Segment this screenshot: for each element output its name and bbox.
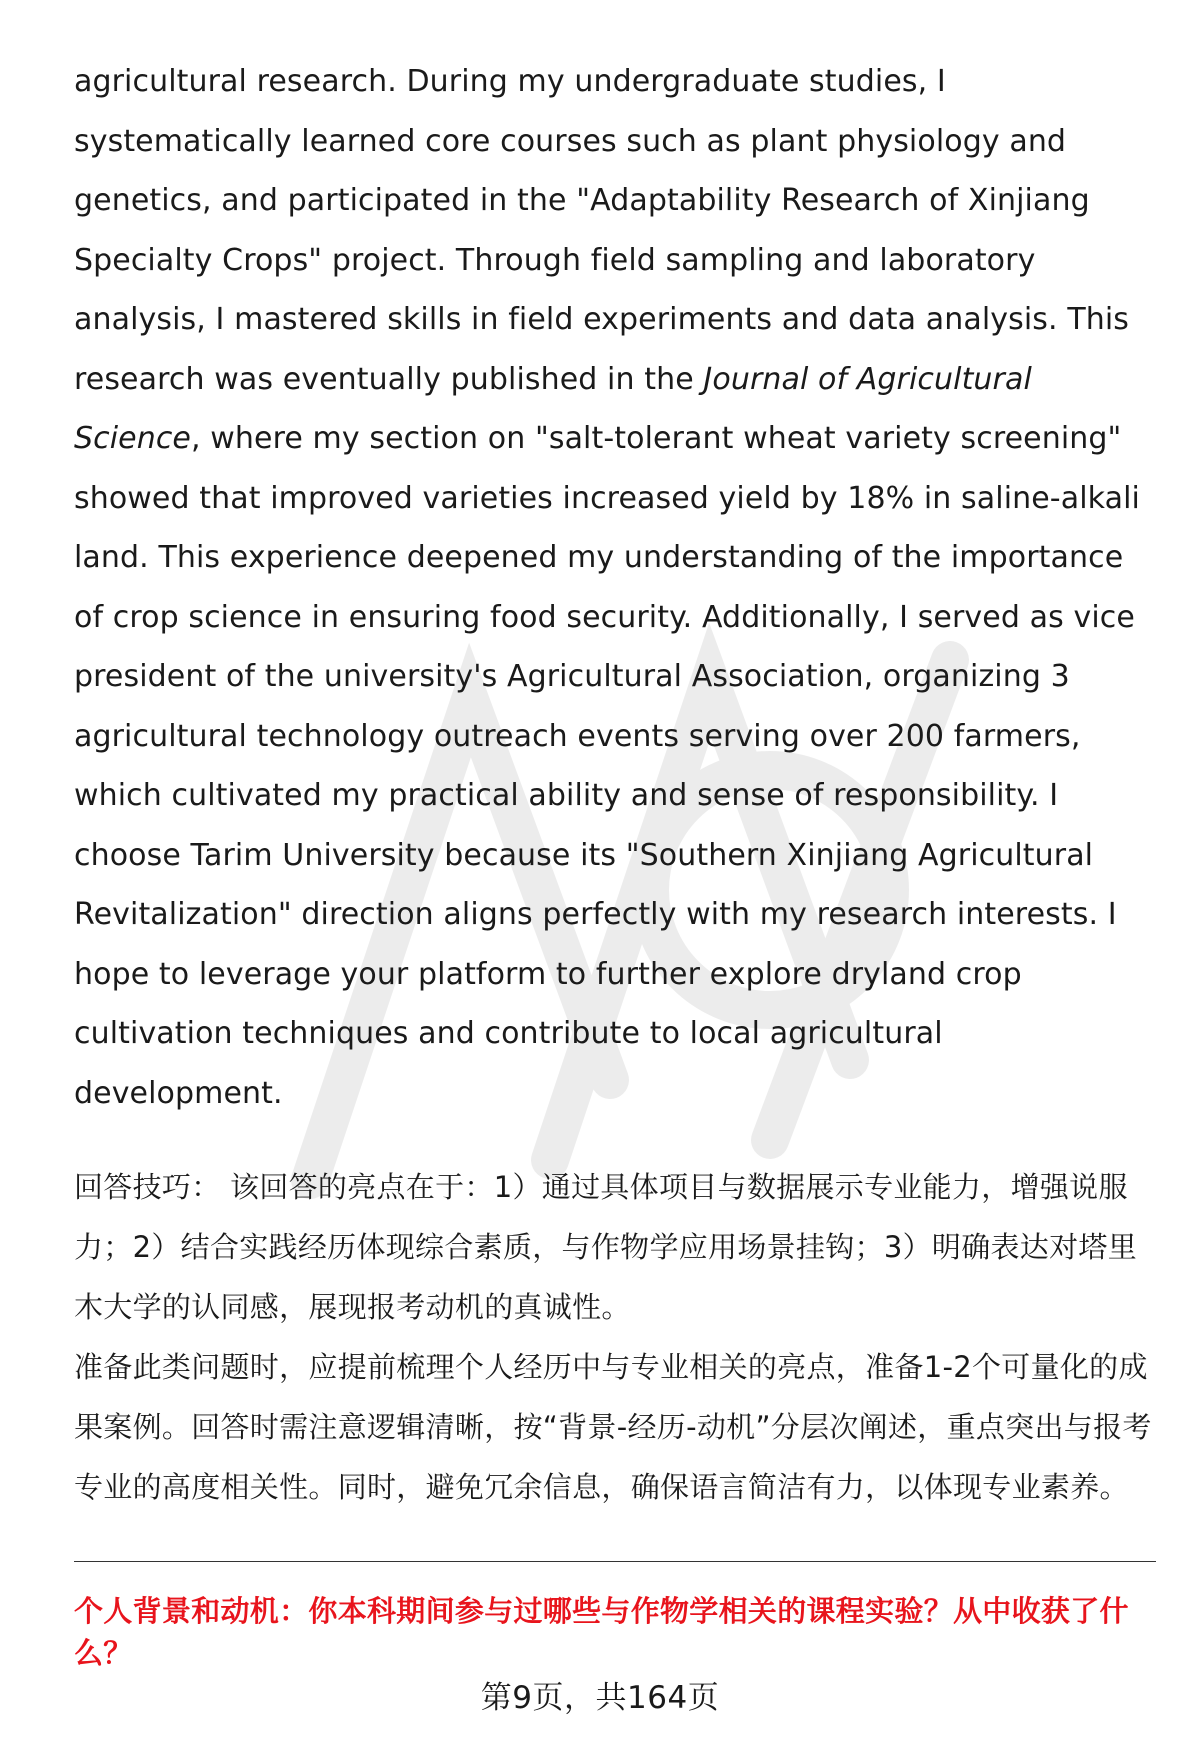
page-number-footer: 第9页，共164页 [480,1680,720,1716]
next-question-heading: 个人背景和动机：你本科期间参与过哪些与作物学相关的课程实验？从中收获了什么？ [74,1594,1129,1670]
tips-paragraph-1: 回答技巧： 该回答的亮点在于：1）通过具体项目与数据展示专业能力，增强说服力；2）结合实践经历体现综合素质，与作物学应用场景挂钩；3）明确表达对塔里木大学的认同感，展现报考动机的真诚性。 [74,1170,1138,1324]
tips-paragraph-2: 准备此类问题时，应提前梳理个人经历中与专业相关的亮点，准备1-2个可量化的成果案例。回答时需注意逻辑清晰，按“背景-经历-动机”分层次阐述，重点突出与报考专业的高度相关性。同时，避免冗余信息，确保语言简洁有力，以体现专业素养。 [74,1350,1152,1504]
document-page [74,52,1154,1674]
answer-text-part1: agricultural research. During my undergraduate studies, I systematically learned core courses such as plant physiology and genetics, and participated in the "Adaptability Research of Xinjiang Specialty Crops" project. Through field sampling and laboratory analysis, I mastered skills in field experiments and data analysis. This research was eventually published in the [74,64,1130,397]
journal-title: Journal of Agricultural Science [74,361,1032,456]
answer-tips [74,1157,1154,1517]
section-divider [74,1561,1156,1562]
answer-paragraph [74,52,1154,1123]
answer-text-part2: , where my section on "salt-tolerant wheat variety screening" showed that improved varieties increased yield by 18% in saline-alkali land. This experience deepened my understanding of the importance of crop science in ensuring food security. Additionally, I served as vice president of the university's Agricultural Association, organizing 3 agricultural technology outreach events serving over 200 farmers, which cultivated my practical ability and sense of responsibility. I choose Tarim University because its "Southern Xinjiang Agricultural Revitalization" direction aligns perfectly with my research interests. I hope to leverage your platform to further explore dryland crop cultivation techniques and contribute to local agricultural development. [74,421,1140,1111]
